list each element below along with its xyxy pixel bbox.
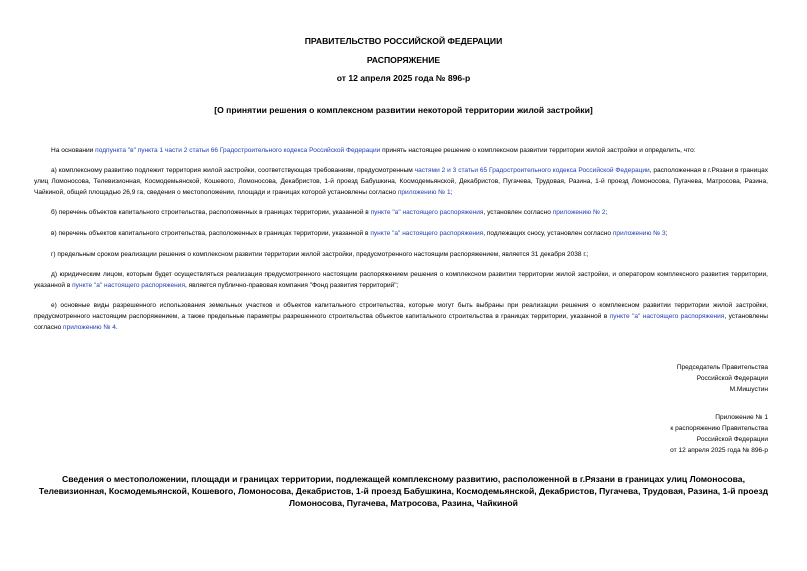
link-point-a[interactable]: пункте "а" настоящего распоряжения (370, 230, 484, 237)
link-point-a[interactable]: пункте "а" настоящего распоряжения (609, 313, 725, 320)
appendix-title: Сведения о местоположении, площади и границах территории, подлежащей комплексному развитию, расположенной в г.Рязани в границах улиц Ломоносова, Телевизионная, Космодемьянской, Кошевого, Ломоносова, Декабристов, 1-й проезд Бабушкина, Космодемьянской, Декабристов, Пугачева, Трудовая, Разина, 1-й проезд Ломоносова, Пугачева, Матросова, Разина, Чайкиной (38, 474, 769, 508)
signer-name: М.Мишустин (729, 386, 768, 393)
link-appendix-1[interactable]: приложению № 1 (397, 189, 451, 196)
document-subject: [О принятии решения о комплексном развитии некоторой территории жилой застройки] (214, 105, 593, 115)
clause-v: в) перечень объектов капитального строительства, расположенных в границах территории, указанной в пункте "а" настоящего распоряжения, подлежащих сносу, установлен согласно приложению № 3; (51, 230, 668, 237)
clause-b: б) перечень объектов капитального строительства, расположенных в границах территории, указанной в пункте "а" настоящего распоряжения, установлен согласно приложению № 2; (51, 209, 608, 216)
document-type: РАСПОРЯЖЕНИЕ (366, 55, 441, 65)
clause-e: е) основные виды разрешенного использования земельных участков и объектов капитального строительства, которые могут быть выбраны при реализации решения о комплексном развитии территории жилой застройки, предусмотренного настоящим распоряжением, а также предельные параметры разрешенного строительства объектов капитального строительства в границах территории, указанной в пункте "а" настоящего распоряжения, установлены согласно приложению № 4. (34, 302, 768, 331)
appendix-ref-date: от 12 апреля 2025 года № 896-р (670, 447, 768, 454)
link-parts-2-3-article-65[interactable]: частями 2 и 3 статьи 65 Градостроительного кодекса Российской Федерации (414, 167, 650, 174)
appendix-ref-org: Российской Федерации (696, 436, 768, 443)
signer-position-org: Российской Федерации (696, 375, 768, 382)
link-appendix-3[interactable]: приложению № 3 (612, 230, 666, 237)
link-point-a[interactable]: пункте "а" настоящего распоряжения (72, 282, 185, 289)
appendix-number: Приложение № 1 (715, 414, 768, 421)
clause-d: д) юридическим лицом, которым будет осуществляться реализация предусмотренного настоящим распоряжением решения о комплексном развитии территории жилой застройки, и оператором комплексного развития территории, указанной в пункте "а" настоящего распоряжения, является публично-правовая компания "Фонд развития территорий"; (34, 271, 768, 289)
document-date-number: от 12 апреля 2025 года № 896-р (336, 73, 471, 83)
link-appendix-2[interactable]: приложению № 2 (552, 209, 606, 216)
link-appendix-4[interactable]: приложению № 4 (63, 324, 116, 331)
signer-position: Председатель Правительства (676, 364, 768, 371)
link-point-a[interactable]: пункте "а" настоящего распоряжения (370, 209, 484, 216)
appendix-header (568, 412, 768, 456)
preamble-paragraph: На основании подпункта "в" пункта 1 части 2 статьи 66 Градостроительного кодекса Российской Федерации принять настоящее решение о комплексном развитии территории жилой застройки и определить, что: (51, 147, 696, 154)
link-subparagraph-b[interactable]: подпункта "в" пункта 1 части 2 статьи 66 Градостроительного кодекса Российской Федерации (95, 147, 381, 154)
signature-block (568, 362, 768, 395)
clause-a: а) комплексному развитию подлежит территория жилой застройки, соответствующая требованиям, предусмотренным частями 2 и 3 статьи 65 Градостроительного кодекса Российской Федерации, расположенная в г.Рязани в границах улиц Ломоносова, Телевизионная, Космодемьянской, Кошевого, Ломоносова, Декабристов, 1-й проезд Бабушкина, Космодемьянской, Декабристов, Пугачева, Трудовая, Разина, 1-й проезд Ломоносова, Пугачева, Матросова, Разина, Чайкиной, общей площадью 26,9 га, сведения о местоположении, площади и границах которой установлены согласно приложению № 1; (34, 167, 768, 196)
clause-g: г) предельным сроком реализации решения о комплексном развитии территории жилой застройки, предусмотренного настоящим распоряжением, является 31 декабря 2038 г.; (51, 251, 589, 258)
government-title: ПРАВИТЕЛЬСТВО РОССИЙСКОЙ ФЕДЕРАЦИИ (304, 36, 503, 46)
appendix-ref: к распоряжению Правительства (670, 425, 768, 432)
